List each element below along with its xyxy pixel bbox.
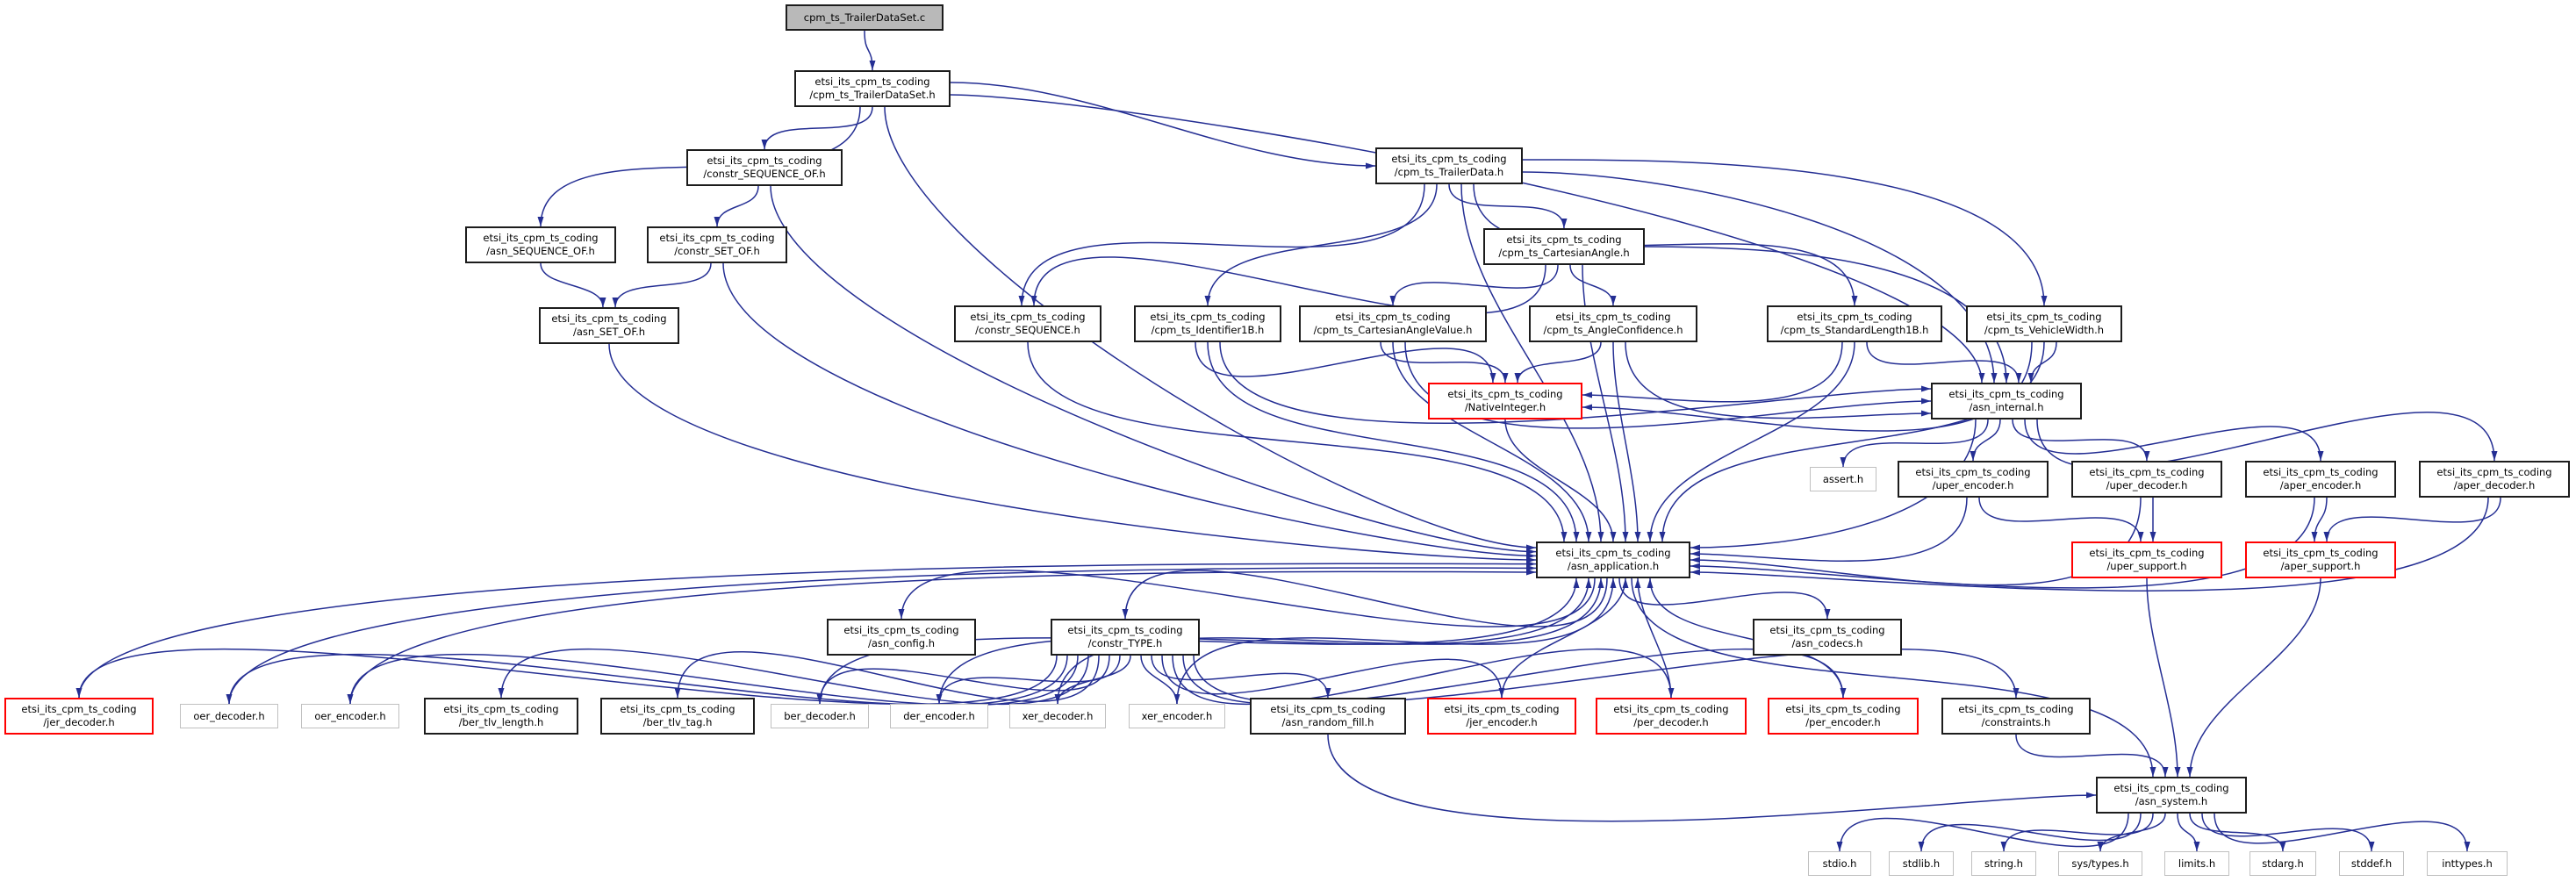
graph-node-constr_SEQUENCE_h[interactable]: [954, 305, 1101, 342]
node-label-line: /asn_internal.h: [1969, 401, 2044, 413]
edge-asn_application_h--asn_system_h: [1632, 578, 2153, 777]
graph-node-cpm_ts_CartesianAngle_h[interactable]: [1483, 228, 1645, 265]
node-label-line: etsi_its_cpm_ts_coding: [1915, 466, 2031, 478]
graph-node-cpm_ts_TrailerDataSet_h[interactable]: [794, 70, 951, 107]
graph-node-ber_tlv_tag_h[interactable]: [600, 698, 755, 735]
node-label-line: assert.h: [1822, 472, 1864, 485]
edge-cpm_ts_VehicleWidth_h--asn_application_h: [1662, 342, 2044, 541]
node-label-line: string.h: [1984, 857, 2023, 870]
edge-cpm_ts_CartesianAngleValue_h--asn_application_h: [1393, 342, 1589, 541]
node-label-line: etsi_its_cpm_ts_coding: [2263, 547, 2379, 559]
graph-node-string_h: [1971, 851, 2036, 876]
edge-asn_system_h--limits_h: [2178, 814, 2197, 851]
node-label-line: xer_decoder.h: [1022, 709, 1094, 722]
node-label-line: /aper_support.h: [2280, 560, 2361, 572]
graph-node-xer_encoder_h: [1129, 704, 1225, 728]
node-label-line: etsi_its_cpm_ts_coding: [483, 232, 599, 244]
edge-constr_SEQUENCE_OF_h--asn_application_h: [771, 186, 1536, 552]
graph-node-constraints_h[interactable]: [1941, 698, 2091, 735]
node-label-line: /asn_SET_OF.h: [572, 326, 646, 338]
node-label-line: /cpm_ts_TrailerDataSet.h: [809, 89, 936, 101]
edge-aper_decoder_h--aper_support_h: [2327, 498, 2501, 541]
node-label-line: etsi_its_cpm_ts_coding: [551, 312, 667, 325]
node-label-line: etsi_its_cpm_ts_coding: [1555, 547, 1671, 559]
graph-node-asn_application_h[interactable]: [1536, 541, 1690, 578]
graph-node-constr_SET_OF_h[interactable]: [647, 226, 787, 263]
graph-node-asn_system_h[interactable]: [2096, 777, 2247, 814]
graph-node-aper_encoder_h[interactable]: [2245, 461, 2396, 498]
node-label-line: etsi_its_cpm_ts_coding: [970, 311, 1086, 323]
graph-node-cpm_ts_CartesianAngleValue_h[interactable]: [1299, 305, 1487, 342]
edge-cpm_ts_TrailerDataSet_h--cpm_ts_TrailerData_h: [951, 82, 1375, 166]
edge-asn_internal_h--uper_decoder_h: [2013, 419, 2147, 461]
node-label-line: etsi_its_cpm_ts_coding: [1986, 311, 2102, 323]
graph-node-stdarg_h: [2250, 851, 2316, 876]
node-label-line: sys/types.h: [2071, 857, 2129, 870]
edge-asn_system_h--inttypes_h: [2214, 814, 2467, 851]
edge-cpm_ts_StandardLength1B_h--NativeInteger_h: [1582, 342, 1842, 402]
graph-node-stdio_h: [1808, 851, 1871, 876]
edge-cpm_ts_Identifier1B_h--asn_application_h: [1208, 342, 1576, 541]
graph-node-NativeInteger_h[interactable]: [1428, 383, 1582, 419]
node-label-line: etsi_its_cpm_ts_coding: [843, 624, 959, 636]
node-label-line: etsi_its_cpm_ts_coding: [1447, 388, 1563, 400]
edge-asn_system_h--stdlib_h: [1921, 814, 2141, 851]
node-label-line: /asn_application.h: [1567, 560, 1660, 572]
graph-node-asn_codecs_h[interactable]: [1753, 619, 1902, 656]
graph-node-cpm_ts_StandardLength1B_h[interactable]: [1767, 305, 1942, 342]
edge-asn_system_h--sys_types_h: [2100, 814, 2165, 851]
node-label-line: etsi_its_cpm_ts_coding: [1270, 703, 1386, 715]
graph-node-sys_types_h: [2058, 851, 2142, 876]
edge-constr_TYPE_h--xer_encoder_h: [1141, 656, 1177, 704]
graph-node-uper_encoder_h[interactable]: [1898, 461, 2049, 498]
node-label-line: etsi_its_cpm_ts_coding: [1613, 703, 1729, 715]
node-label-line: /constraints.h: [1981, 716, 2051, 728]
graph-node-cpm_ts_Identifier1B_h[interactable]: [1134, 305, 1281, 342]
node-label-line: etsi_its_cpm_ts_coding: [1769, 624, 1885, 636]
node-label-line: etsi_its_cpm_ts_coding: [2436, 466, 2552, 478]
graph-node-assert_h: [1810, 467, 1876, 491]
edge-aper_support_h--asn_system_h: [2190, 578, 2321, 777]
edge-constr_TYPE_h--constraints_h: [1194, 649, 2016, 705]
node-label-line: etsi_its_cpm_ts_coding: [1444, 703, 1560, 715]
node-label-line: /constr_SET_OF.h: [674, 245, 760, 257]
node-label-line: etsi_its_cpm_ts_coding: [659, 232, 775, 244]
node-label-line: oer_decoder.h: [193, 709, 265, 722]
node-label-line: etsi_its_cpm_ts_coding: [1958, 703, 2074, 715]
edge-cpm_ts_StandardLength1B_h--asn_application_h: [1650, 342, 1855, 541]
graph-node-cpm_ts_AngleConfidence_h[interactable]: [1529, 305, 1697, 342]
graph-node-jer_encoder_h[interactable]: [1427, 698, 1576, 735]
graph-node-der_encoder_h: [890, 704, 988, 728]
node-label-line: stdlib.h: [1902, 857, 1941, 870]
node-label-line: /uper_decoder.h: [2106, 479, 2188, 491]
node-label-line: /cpm_ts_StandardLength1B.h: [1780, 324, 1929, 336]
node-label-line: /constr_TYPE.h: [1087, 637, 1163, 649]
graph-node-stddef_h: [2339, 851, 2404, 876]
graph-node-constr_TYPE_h[interactable]: [1051, 619, 1200, 656]
edge-uper_encoder_h--uper_support_h: [1979, 498, 2141, 541]
edge-uper_encoder_h--asn_application_h: [1690, 498, 1967, 561]
graph-node-ber_decoder_h: [771, 704, 869, 728]
node-label-line: etsi_its_cpm_ts_coding: [1391, 153, 1507, 165]
edge-NativeInteger_h--asn_application_h: [1505, 419, 1613, 541]
edge-cpm_ts_CartesianAngle_h--cpm_ts_AngleConfidence_h: [1570, 265, 1613, 305]
node-label-line: limits.h: [2178, 857, 2216, 870]
graph-node-cpm_ts_VehicleWidth_h[interactable]: [1966, 305, 2122, 342]
node-label-line: /ber_tlv_tag.h: [642, 716, 713, 728]
node-label-line: etsi_its_cpm_ts_coding: [1506, 233, 1622, 246]
edge-constr_TYPE_h--per_decoder_h: [1173, 649, 1671, 705]
graph-node-cpm_ts_TrailerDataSet_c: [786, 4, 944, 31]
edge-cpm_ts_TrailerData_h--cpm_ts_CartesianAngle_h: [1449, 184, 1564, 228]
node-label-line: /aper_decoder.h: [2453, 479, 2536, 491]
graph-node-inttypes_h: [2427, 851, 2508, 876]
edge-cpm_ts_TrailerData_h--asn_internal_h: [1523, 172, 1994, 383]
node-label-line: stdio.h: [1822, 857, 1857, 870]
edge-cpm_ts_AngleConfidence_h--NativeInteger_h: [1518, 342, 1601, 383]
graph-node-uper_support_h[interactable]: [2071, 541, 2222, 578]
node-label-line: etsi_its_cpm_ts_coding: [443, 703, 559, 715]
node-label-line: etsi_its_cpm_ts_coding: [1785, 703, 1901, 715]
node-label-line: /cpm_ts_Identifier1B.h: [1151, 324, 1265, 336]
edge-asn_application_h--asn_config_h: [901, 570, 1595, 627]
edge-cpm_ts_TrailerDataSet_h--constr_SEQUENCE_OF_h: [764, 107, 872, 149]
graph-node-asn_random_fill_h[interactable]: [1250, 698, 1406, 735]
edge-cpm_ts_TrailerData_h--cpm_ts_Identifier1B_h: [1208, 184, 1437, 305]
node-label-line: /jer_encoder.h: [1466, 716, 1538, 728]
node-label-line: etsi_its_cpm_ts_coding: [1948, 388, 2064, 400]
graph-node-limits_h: [2164, 851, 2229, 876]
node-label-line: /jer_decoder.h: [43, 716, 115, 728]
node-label-line: /ber_tlv_length.h: [458, 716, 544, 728]
graph-node-per_decoder_h[interactable]: [1596, 698, 1747, 735]
edge-jer_encoder_h--asn_application_h: [1502, 578, 1625, 698]
node-label-line: /asn_SEQUENCE_OF.h: [486, 245, 595, 257]
edge-constr_TYPE_h--jer_encoder_h: [1162, 656, 1502, 698]
node-label-line: etsi_its_cpm_ts_coding: [1797, 311, 1912, 323]
node-label-line: /cpm_ts_TrailerData.h: [1394, 166, 1504, 178]
edge-asn_random_fill_h--asn_system_h: [1328, 735, 2096, 821]
node-label-line: ber_decoder.h: [784, 709, 856, 722]
edge-asn_internal_h--assert_h: [1843, 419, 1988, 467]
edge-constr_SET_OF_h--asn_SET_OF_h: [615, 263, 711, 307]
node-label-line: /constr_SEQUENCE.h: [975, 324, 1080, 336]
node-label-line: inttypes.h: [2442, 857, 2493, 870]
edge-aper_encoder_h--aper_support_h: [2314, 498, 2327, 541]
graph-node-aper_decoder_h[interactable]: [2419, 461, 2570, 498]
graph-node-uper_decoder_h[interactable]: [2071, 461, 2222, 498]
edge-cpm_ts_AngleConfidence_h--asn_application_h: [1613, 342, 1638, 541]
node-label-line: /asn_random_fill.h: [1281, 716, 1374, 728]
node-label-line: /uper_support.h: [2106, 560, 2187, 572]
graph-node-asn_config_h[interactable]: [827, 619, 976, 656]
node-label-line: /constr_SEQUENCE_OF.h: [703, 168, 826, 180]
graph-node-per_encoder_h[interactable]: [1768, 698, 1919, 735]
graph-node-asn_internal_h[interactable]: [1931, 383, 2082, 419]
node-label-line: /per_decoder.h: [1633, 716, 1709, 728]
node-label-line: /asn_system.h: [2135, 795, 2208, 807]
node-label-line: xer_encoder.h: [1141, 709, 1213, 722]
edge-constr_SEQUENCE_OF_h--constr_SET_OF_h: [717, 186, 758, 226]
graph-node-aper_support_h[interactable]: [2245, 541, 2396, 578]
graph-node-stdlib_h: [1889, 851, 1954, 876]
edge-cpm_ts_AngleConfidence_h--asn_internal_h: [1625, 342, 1931, 418]
node-label-line: etsi_its_cpm_ts_coding: [814, 75, 930, 88]
node-label-line: cpm_ts_TrailerDataSet.c: [803, 11, 926, 24]
edge-uper_support_h--asn_system_h: [2147, 578, 2178, 777]
node-label-line: /cpm_ts_VehicleWidth.h: [1984, 324, 2105, 336]
graph-node-asn_SEQUENCE_OF_h[interactable]: [465, 226, 616, 263]
node-label-line: /cpm_ts_AngleConfidence.h: [1543, 324, 1683, 336]
graph-node-asn_SET_OF_h[interactable]: [539, 307, 679, 344]
node-label-line: /aper_encoder.h: [2279, 479, 2362, 491]
node-label-line: etsi_its_cpm_ts_coding: [707, 154, 822, 167]
graph-node-constr_SEQUENCE_OF_h[interactable]: [686, 149, 843, 186]
edge-cpm_ts_StandardLength1B_h--asn_internal_h: [1867, 342, 2019, 383]
edge-asn_SEQUENCE_OF_h--asn_SET_OF_h: [541, 263, 603, 307]
node-label-line: etsi_its_cpm_ts_coding: [620, 703, 735, 715]
node-label-line: etsi_its_cpm_ts_coding: [2263, 466, 2379, 478]
node-label-line: /per_encoder.h: [1805, 716, 1881, 728]
node-label-line: der_encoder.h: [903, 709, 975, 722]
graph-node-cpm_ts_TrailerData_h[interactable]: [1375, 147, 1523, 184]
node-label-line: stddef.h: [2350, 857, 2393, 870]
node-label-line: etsi_its_cpm_ts_coding: [2089, 547, 2205, 559]
graph-node-jer_decoder_h[interactable]: [4, 698, 154, 735]
edge-asn_system_h--stdarg_h: [2190, 814, 2283, 851]
node-label-line: stdarg.h: [2262, 857, 2304, 870]
graph-node-ber_tlv_length_h[interactable]: [424, 698, 578, 735]
node-label-line: /cpm_ts_CartesianAngleValue.h: [1313, 324, 1473, 336]
graph-node-xer_decoder_h: [1009, 704, 1106, 728]
edge-cpm_ts_CartesianAngle_h--cpm_ts_CartesianAngleValue_h: [1393, 265, 1558, 305]
node-label-line: etsi_its_cpm_ts_coding: [21, 703, 137, 715]
edge-jer_decoder_h--asn_application_h: [79, 563, 1536, 698]
node-label-line: etsi_its_cpm_ts_coding: [1555, 311, 1671, 323]
node-label-line: /uper_encoder.h: [1932, 479, 2014, 491]
node-label-line: etsi_its_cpm_ts_coding: [1067, 624, 1183, 636]
node-label-line: etsi_its_cpm_ts_coding: [1335, 311, 1451, 323]
edge-cpm_ts_TrailerDataSet_c--cpm_ts_TrailerDataSet_h: [865, 31, 872, 70]
graph-node-oer_decoder_h: [180, 704, 278, 728]
edge-cpm_ts_TrailerData_h--constr_SEQUENCE_h: [1022, 184, 1424, 305]
edge-constr_SEQUENCE_h--asn_application_h: [1028, 342, 1564, 541]
node-label-line: /cpm_ts_CartesianAngle.h: [1498, 247, 1630, 259]
node-label-line: etsi_its_cpm_ts_coding: [2113, 782, 2229, 794]
node-label-line: etsi_its_cpm_ts_coding: [2089, 466, 2205, 478]
node-label-line: /asn_config.h: [867, 637, 936, 649]
node-label-line: /asn_codecs.h: [1791, 637, 1863, 649]
edge-constr_TYPE_h--per_encoder_h: [1183, 649, 1843, 705]
edge-constraints_h--asn_system_h: [2016, 735, 2165, 777]
node-label-line: oer_encoder.h: [314, 709, 386, 722]
node-label-line: etsi_its_cpm_ts_coding: [1150, 311, 1266, 323]
graph-node-oer_encoder_h: [301, 704, 399, 728]
node-label-line: /NativeInteger.h: [1464, 401, 1546, 413]
